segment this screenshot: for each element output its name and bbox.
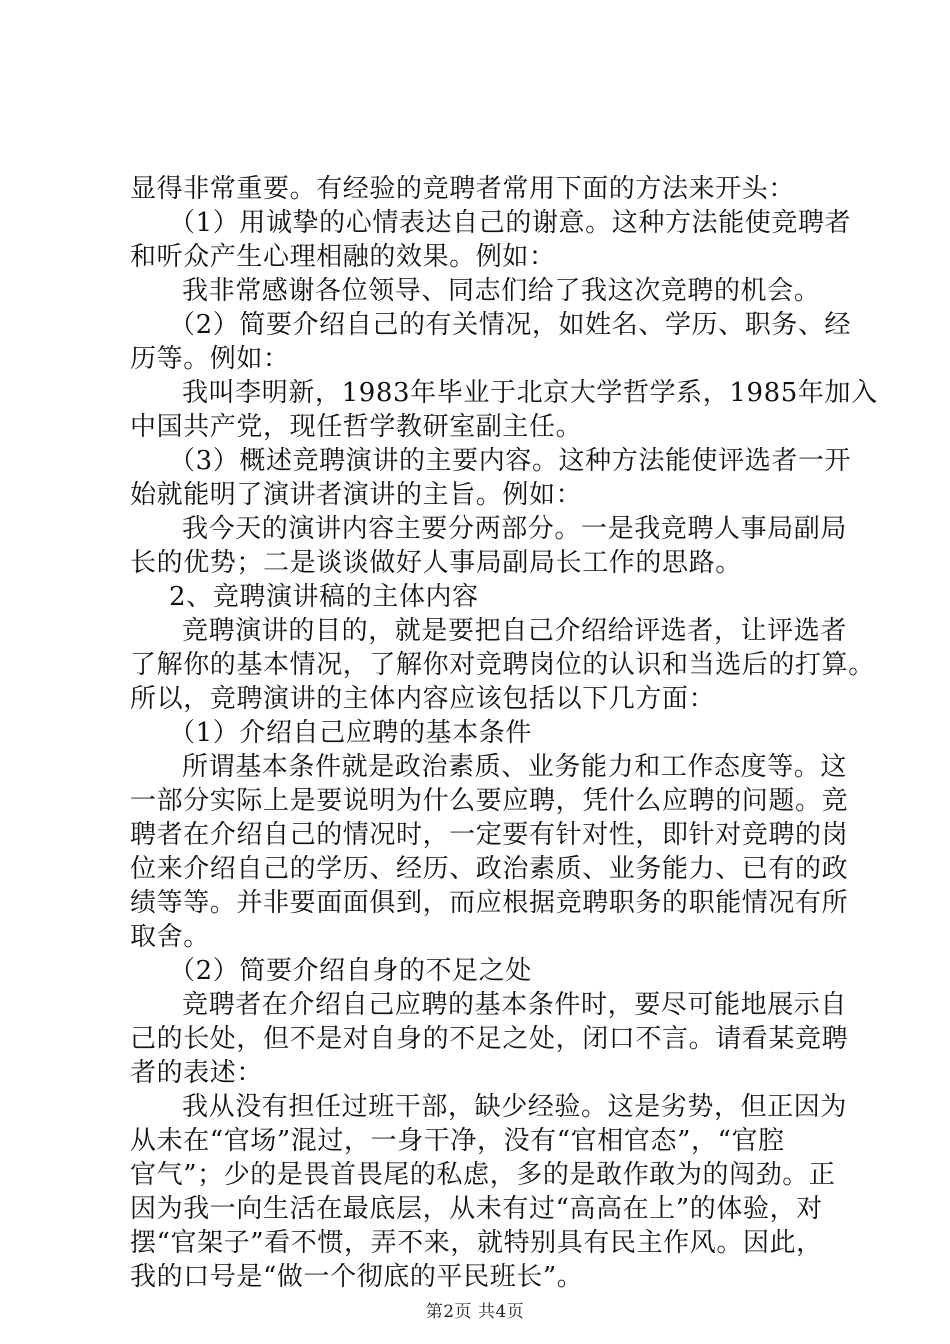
text-line: 我叫李明新，1983年毕业于北京大学哲学系，1985年加入 [182, 378, 878, 408]
text-line: 竞聘者在介绍自己应聘的基本条件时，要尽可能地展示自 [182, 990, 848, 1020]
text-line: 竞聘演讲的目的，就是要把自己介绍给评选者，让评选者 [182, 616, 848, 646]
text-line: （3）概述竞聘演讲的主要内容。这种方法能使评选者一开 [169, 446, 852, 476]
text-line: 所谓基本条件就是政治素质、业务能力和工作态度等。这 [182, 752, 848, 782]
section-heading: 2、竞聘演讲稿的主体内容 [169, 582, 479, 612]
text-line: 我从没有担任过班干部，缺少经验。这是劣势，但正因为 [182, 1092, 848, 1122]
text-line: 聘者在介绍自己的情况时，一定要有针对性，即针对竞聘的岗 [130, 820, 849, 850]
text-line: 我今天的演讲内容主要分两部分。一是我竞聘人事局副局 [182, 514, 848, 544]
text-line: 者的表述： [130, 1058, 264, 1088]
text-line: 己的长处，但不是对自身的不足之处，闭口不言。请看某竞聘 [130, 1024, 849, 1054]
text-line: 一部分实际上是要说明为什么要应聘，凭什么应聘的问题。竞 [130, 786, 849, 816]
text-line: 和听众产生心理相融的效果。例如： [130, 242, 556, 272]
text-line: 历等。例如： [130, 344, 290, 374]
text-line: 所以，竞聘演讲的主体内容应该包括以下几方面： [130, 684, 716, 714]
subsection-heading: （1）介绍自己应聘的基本条件 [169, 718, 532, 748]
subsection-heading: （2）简要介绍自身的不足之处 [169, 956, 532, 986]
text-line: 中国共产党，现任哲学教研室副主任。 [130, 412, 583, 442]
text-line: 官气”；少的是畏首畏尾的私虑，多的是敢作敢为的闯劲。正 [130, 1160, 836, 1190]
text-line: 我非常感谢各位领导、同志们给了我这次竞聘的机会。 [182, 276, 821, 306]
text-line: （1）用诚挚的心情表达自己的谢意。这种方法能使竞聘者 [169, 208, 852, 238]
text-line: 因为我一向生活在最底层，从未有过“高高在上”的体验，对 [130, 1194, 823, 1224]
text-line: （2）简要介绍自己的有关情况，如姓名、学历、职务、经 [169, 310, 852, 340]
text-line: 从未在“官场”混过，一身干净，没有“官相官态”，“官腔 [130, 1126, 785, 1156]
text-line: 长的优势；二是谈谈做好人事局副局长工作的思路。 [130, 548, 742, 578]
page-number-footer: 第2页 共4页 [425, 1302, 525, 1322]
text-line: 了解你的基本情况，了解你对竞聘岗位的认识和当选后的打算。 [130, 650, 875, 680]
text-line: 显得非常重要。有经验的竞聘者常用下面的方法来开头： [130, 174, 796, 204]
text-line: 摆“官架子”看不惯，弄不来，就特别具有民主作风。因此， [130, 1228, 823, 1258]
text-line: 取舍。 [130, 922, 210, 952]
text-line: 始就能明了演讲者演讲的主旨。例如： [130, 480, 583, 510]
text-line: 我的口号是“做一个彻底的平民班长”。 [130, 1262, 584, 1292]
text-line: 位来介绍自己的学历、经历、政治素质、业务能力、已有的政 [130, 854, 849, 884]
text-line: 绩等等。并非要面面俱到，而应根据竞聘职务的职能情况有所 [130, 888, 849, 918]
